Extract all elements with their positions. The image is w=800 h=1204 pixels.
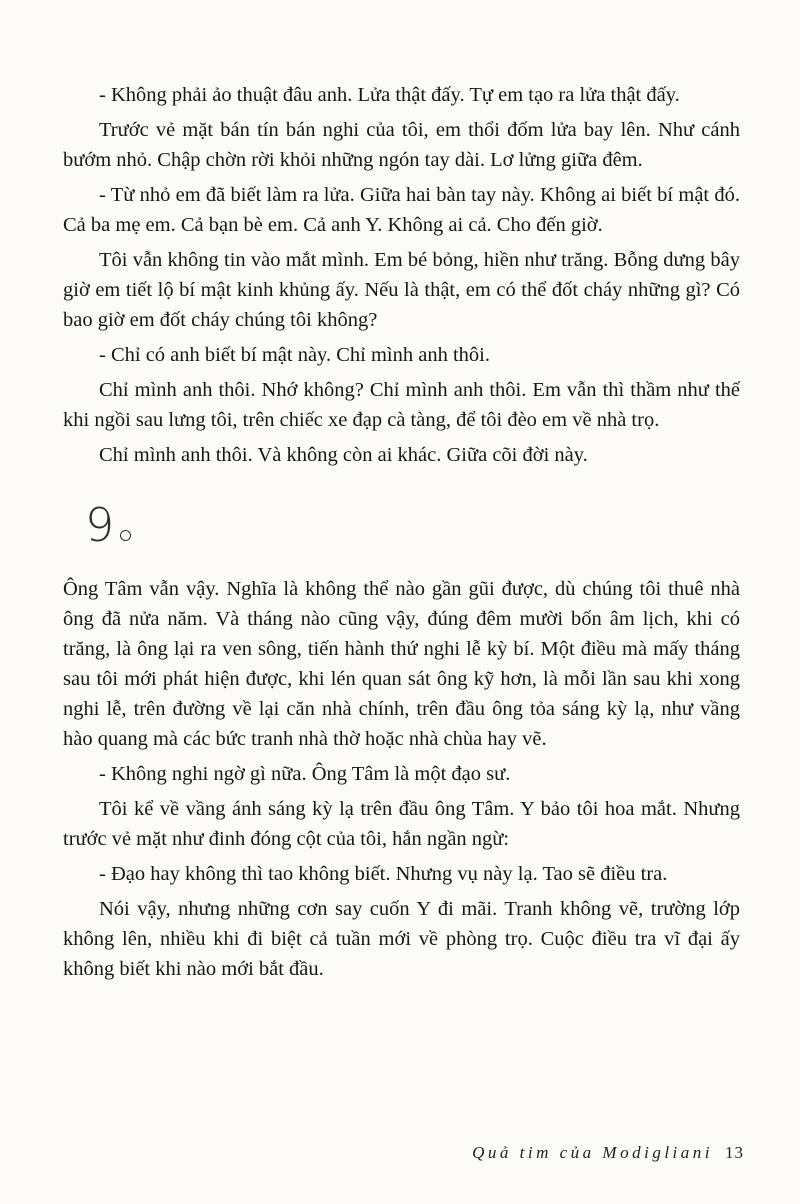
paragraph: Chỉ mình anh thôi. Nhớ không? Chỉ mình anh thôi. Em vẫn thì thầm như thế khi ngồi sau lưng tôi, trên chiếc xe đạp cà tàng, để tôi đèo em về nhà trọ. bbox=[63, 379, 740, 431]
dialogue-line: - Không nghi ngờ gì nữa. Ông Tâm là một đạo sư. bbox=[99, 763, 511, 785]
dialogue-line: - Chỉ có anh biết bí mật này. Chỉ mình anh thôi. bbox=[99, 344, 490, 366]
page-footer bbox=[472, 1138, 744, 1168]
dialogue-line: - Đạo hay không thì tao không biết. Nhưng vụ này lạ. Tao sẽ điều tra. bbox=[99, 863, 668, 885]
paragraph: Chỉ mình anh thôi. Và không còn ai khác. Giữa cõi đời này. bbox=[99, 444, 588, 466]
page-number: 13 bbox=[725, 1143, 744, 1162]
running-title: Quả tim của Modigliani bbox=[472, 1143, 713, 1162]
section-heading bbox=[85, 498, 740, 552]
section-number: 9 bbox=[85, 498, 116, 552]
paragraph: Trước vẻ mặt bán tín bán nghi của tôi, em thổi đốm lửa bay lên. Như cánh bướm nhỏ. Chập chờn rời khỏi những ngón tay dài. Lơ lửng giữa đêm. bbox=[63, 119, 740, 171]
paragraph: Tôi vẫn không tin vào mắt mình. Em bé bỏng, hiền như trăng. Bỗng dưng bây giờ em tiết lộ bí mật kinh khủng ấy. Nếu là thật, em có thể đốt cháy những gì? Có bao giờ em đốt cháy chúng tôi không? bbox=[63, 249, 740, 331]
dialogue-line: - Từ nhỏ em đã biết làm ra lửa. Giữa hai bàn tay này. Không ai biết bí mật đó. Cả ba mẹ em. Cả bạn bè em. Cả anh Y. Không ai cả. Cho đến giờ. bbox=[63, 184, 740, 236]
paragraph: Nói vậy, nhưng những cơn say cuốn Y đi mãi. Tranh không vẽ, trường lớp không lên, nhiều khi đi biệt cả tuần mới về phòng trọ. Cuộc điều tra vĩ đại ấy không biết khi nào mới bắt đầu. bbox=[63, 898, 740, 980]
paragraph: Tôi kể về vầng ánh sáng kỳ lạ trên đầu ông Tâm. Y bảo tôi hoa mắt. Nhưng trước vẻ mặt như đinh đóng cột của tôi, hắn ngần ngừ: bbox=[63, 798, 740, 850]
paragraph: Ông Tâm vẫn vậy. Nghĩa là không thể nào gần gũi được, dù chúng tôi thuê nhà ông đã nửa năm. Và tháng nào cũng vậy, đúng đêm mười bốn âm lịch, khi có trăng, là ông lại ra ven sông, tiến hành thứ nghi lễ kỳ bí. Một điều mà mấy tháng sau tôi mới phát hiện được, khi lén quan sát ông kỹ hơn, là mỗi lần sau khi xong nghi lễ, trên đường về lại căn nhà chính, trên đầu ông tỏa sáng kỳ lạ, như vầng hào quang mà các bức tranh nhà thờ hoặc nhà chùa hay vẽ. bbox=[63, 578, 740, 750]
section-dot-icon bbox=[120, 530, 131, 541]
dialogue-line: - Không phải ảo thuật đâu anh. Lửa thật đấy. Tự em tạo ra lửa thật đấy. bbox=[99, 84, 680, 106]
